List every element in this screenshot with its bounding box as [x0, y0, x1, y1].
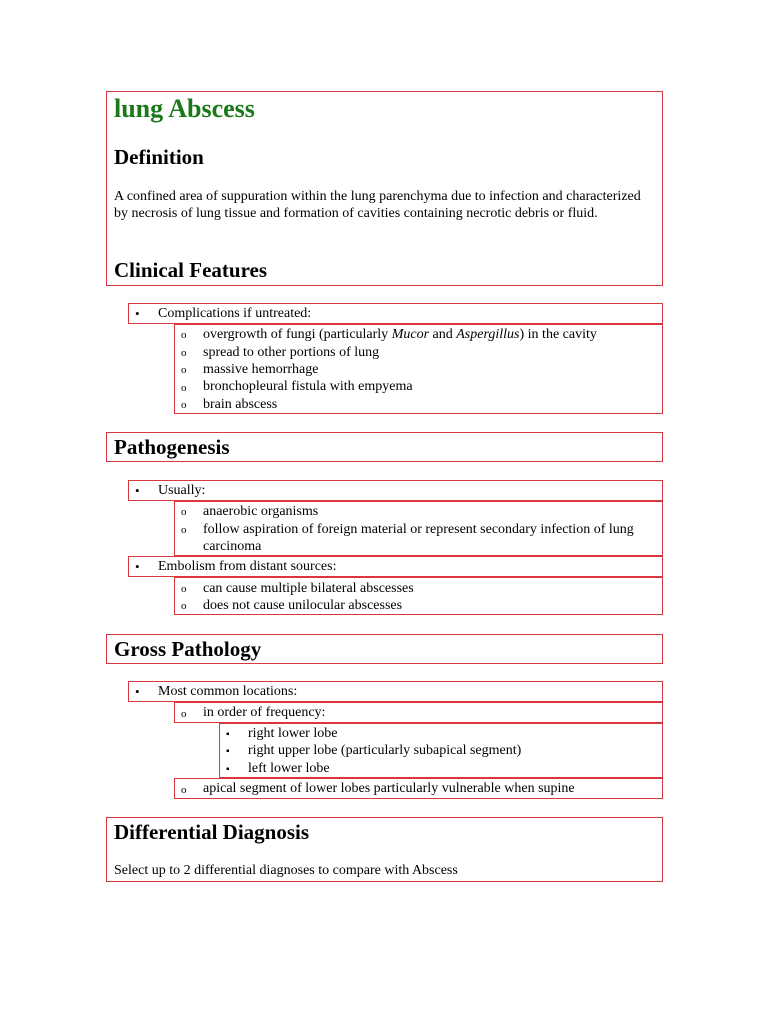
usually-item: Usually:: [158, 483, 206, 498]
apical-item: apical segment of lower lobes particularly vulnerable when supine: [203, 781, 575, 796]
order-sub-left-lower: left lower lobe: [248, 761, 330, 776]
embolism-item: Embolism from distant sources:: [158, 559, 337, 574]
fungi-mucor: Mucor: [391, 327, 430, 342]
page-title: lung Abscess: [114, 94, 255, 123]
circle-bullet-icon: o: [181, 524, 187, 536]
usually-sub-anaerobic: anaerobic organisms: [203, 504, 319, 519]
square-bullet-icon: ▪: [226, 746, 230, 757]
definition-heading: Definition: [114, 145, 204, 169]
differential-text: Select up to 2 differential diagnoses to compare with Abscess: [114, 863, 458, 878]
usually-sub-aspiration: follow aspiration of foreign material or represent secondary infection of lung carcinoma: [203, 522, 634, 554]
differential-heading: Differential Diagnosis: [114, 820, 310, 844]
fungi-text-1: overgrowth of fungi (particularly: [203, 327, 392, 342]
circle-bullet-icon: o: [181, 600, 187, 612]
circle-bullet-icon: o: [181, 506, 187, 518]
clinical-sub-brain: brain abscess: [203, 397, 278, 412]
circle-bullet-icon: o: [181, 364, 187, 376]
order-sub-right-lower: right lower lobe: [248, 726, 338, 741]
order-item: in order of frequency:: [203, 705, 326, 720]
definition-text: A confined area of suppuration within the lung parenchyma due to infection and characterized by necrosis of lung tissue and formation of cavities containing necrotic debris or fluid.: [114, 189, 641, 221]
fungi-text-2: and: [429, 327, 457, 342]
clinical-sub-fungi: [203, 326, 597, 343]
pathogenesis-heading: Pathogenesis: [114, 435, 230, 459]
circle-bullet-icon: o: [181, 784, 187, 796]
bullet-icon: •: [135, 483, 140, 498]
circle-bullet-icon: o: [181, 347, 187, 359]
bullet-icon: •: [135, 306, 140, 321]
embolism-sub-unilocular: does not cause unilocular abscesses: [203, 598, 403, 613]
bullet-icon: •: [135, 684, 140, 699]
square-bullet-icon: ▪: [226, 729, 230, 740]
gross-pathology-heading: Gross Pathology: [114, 637, 262, 661]
order-sub-right-upper: right upper lobe (particularly subapical segment): [248, 743, 522, 758]
embolism-sub-multiple: can cause multiple bilateral abscesses: [203, 581, 414, 596]
circle-bullet-icon: o: [181, 382, 187, 394]
bullet-icon: •: [135, 559, 140, 574]
circle-bullet-icon: o: [181, 329, 187, 341]
clinical-item: Complications if untreated:: [158, 306, 312, 321]
square-bullet-icon: ▪: [226, 764, 230, 775]
circle-bullet-icon: o: [181, 399, 187, 411]
usually-box: [128, 480, 663, 501]
clinical-features-heading: Clinical Features: [114, 258, 268, 282]
clinical-sub-spread: spread to other portions of lung: [203, 345, 380, 360]
fungi-text-3: ) in the cavity: [519, 327, 597, 342]
locations-item: Most common locations:: [158, 684, 298, 699]
clinical-sub-fistula: bronchopleural fistula with empyema: [203, 379, 413, 394]
circle-bullet-icon: o: [181, 583, 187, 595]
fungi-aspergillus: Aspergillus: [456, 327, 520, 342]
clinical-sub-hemorrhage: massive hemorrhage: [203, 362, 319, 377]
circle-bullet-icon: o: [181, 708, 187, 720]
